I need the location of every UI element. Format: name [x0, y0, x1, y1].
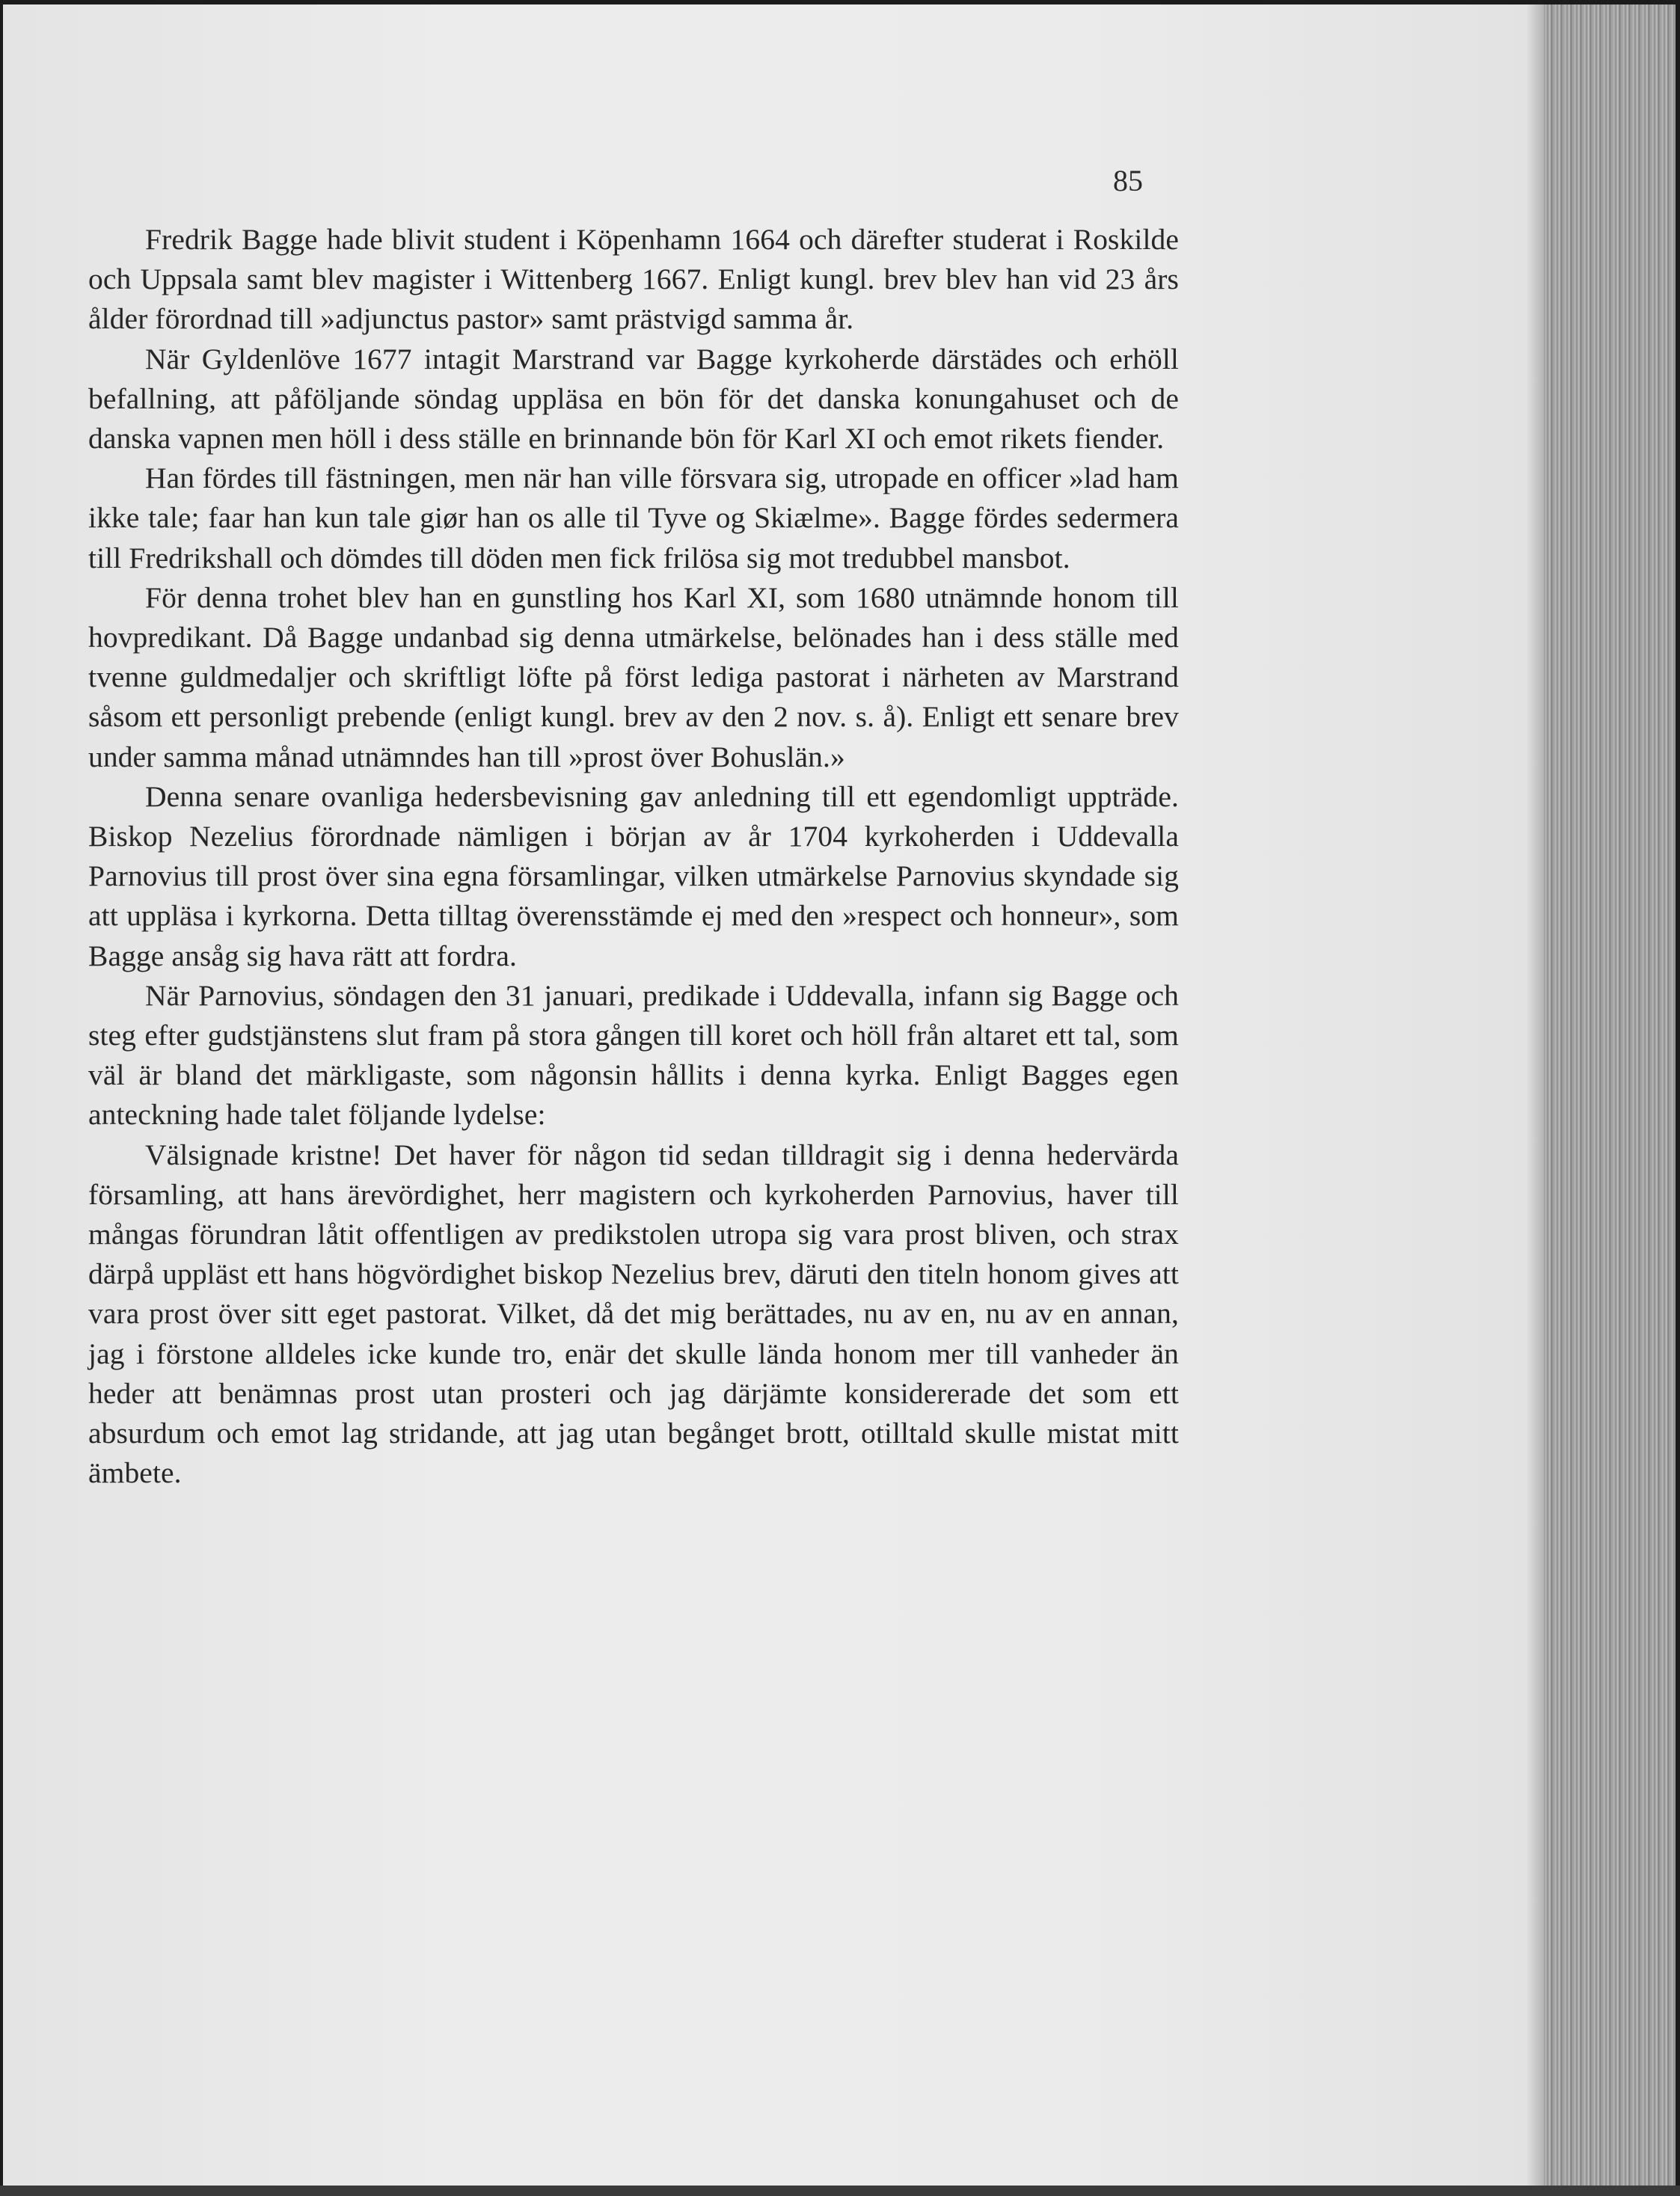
- paragraph-7: Välsignade kristne! Det haver för någon tid sedan tilldragit sig i denna hedervärda församling, att hans ärevördighet, herr magistern och kyrkoherden Parnovius, haver till mångas förundran låtit offentligen av predikstolen utropa sig vara prost bliven, och strax därpå uppläst ett hans högvördighet biskop Nezelius brev, däruti den titeln honom gives att vara prost över sitt eget pastorat. Vilket, då det mig berättades, nu av en, nu av en annan, jag i förstone alldeles icke kunde tro, enär det skulle lända honom mer till vanheder än heder att benämnas prost utan prosteri och jag därjämte konsidererade det som ett absurdum och emot lag stridande, att jag utan begånget brott, otilltald skulle mistat mitt ämbete.: [88, 1138, 1179, 1490]
- scan-bottom-border: [0, 2186, 1680, 2196]
- paragraph-2: När Gyldenlöve 1677 intagit Marstrand var Bagge kyrkoherde därstädes och erhöll befallning, att påföljande söndag uppläsa en bön för det danska konungahuset och de danska vapnen men höll i dess ställe en brinnande bön för Karl XI och emot rikets fiender.: [88, 342, 1179, 456]
- paragraph-3: Han fördes till fästningen, men när han ville försvara sig, utropade en officer »lad ham ikke tale; faar han kun tale giør han os alle til Tyve og Skiælme». Bagge fördes sedermera till Fredrikshall och dömdes till döden men fick frilösa sig mot tredubbel mansbot.: [88, 461, 1179, 574]
- paragraph-4: För denna trohet blev han en gunstling hos Karl XI, som 1680 utnämnde honom till hovpredikant. Då Bagge undanbad sig denna utmärkelse, belönades han i dess ställe med tvenne guldmedaljer och skriftligt löfte på först lediga pastorat i närheten av Marstrand såsom ett personligt prebende (enligt kungl. brev av den 2 nov. s. å). Enligt ett senare brev under samma månad utnämndes han till »prost över Bohuslän.»: [88, 580, 1179, 773]
- book-page-edges: [1544, 4, 1676, 2186]
- paragraph-6: När Parnovius, söndagen den 31 januari, predikade i Uddevalla, infann sig Bagge och steg efter gudstjänstens slut fram på stora gången till koret och höll från altaret ett tal, som väl är bland det märkligaste, som någonsin hållits i denna kyrka. Enligt Bagges egen anteckning hade talet följande lydelse:: [88, 978, 1179, 1132]
- body-text: [88, 220, 1179, 1494]
- paragraph-5: Denna senare ovanliga hedersbevisning gav anledning till ett egendomligt uppträde. Biskop Nezelius förordnade nämligen i början av år 1704 kyrkoherden i Uddevalla Parnovius till prost över sina egna församlingar, vilken utmärkelse Parnovius skyndade sig att uppläsa i kyrkorna. Detta tilltag överensstämde ej med den »respect och honneur», som Bagge ansåg sig hava rätt att fordra.: [88, 779, 1179, 972]
- paragraph-1: Fredrik Bagge hade blivit student i Köpenhamn 1664 och därefter studerat i Roskilde och Uppsala samt blev magister i Wittenberg 1667. Enligt kungl. brev blev han vid 23 års ålder förordnad till »adjunctus pastor» samt prästvigd samma år.: [88, 223, 1179, 336]
- page-number: 85: [1113, 164, 1143, 197]
